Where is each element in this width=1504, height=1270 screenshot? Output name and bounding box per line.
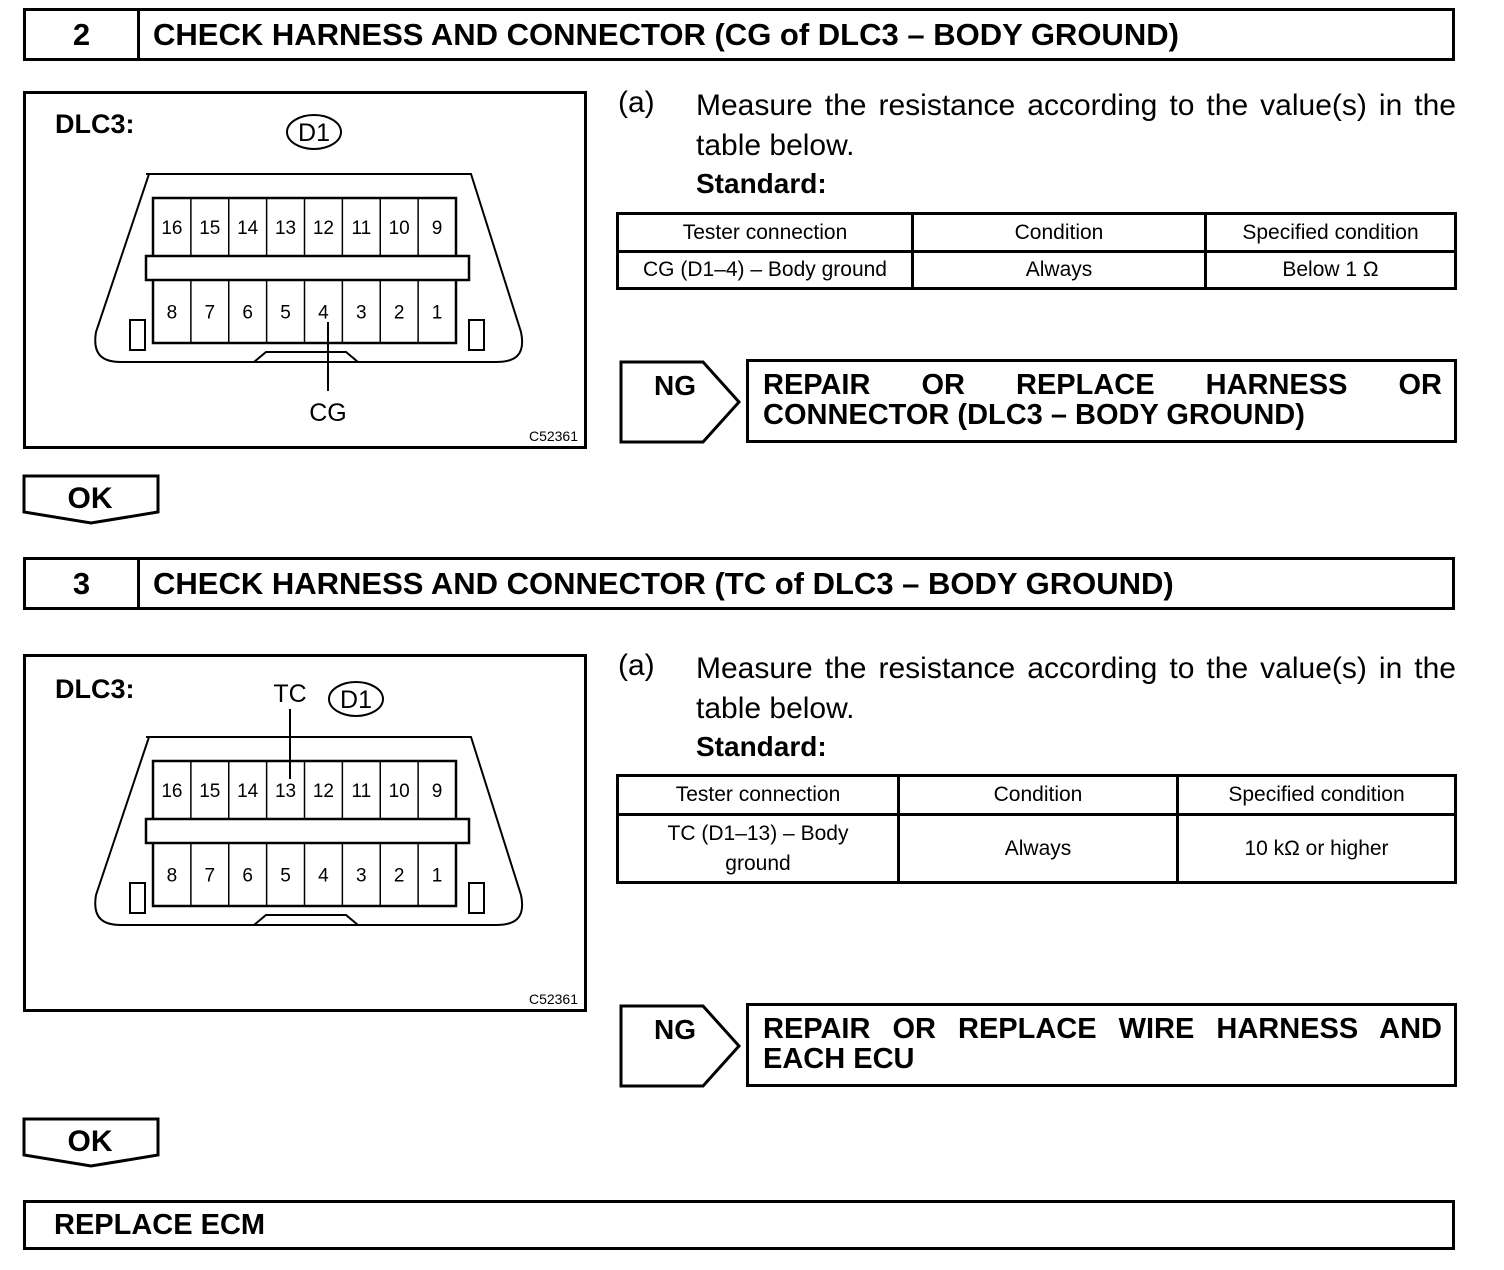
pin-number: 6 <box>242 302 253 324</box>
ng-label: NG <box>654 1014 696 1045</box>
instruction-marker: (a) <box>618 86 655 119</box>
pin-number: 3 <box>356 865 367 887</box>
pin-number: 15 <box>199 781 221 802</box>
pin-number: 8 <box>166 865 178 887</box>
figure-label: DLC3: <box>55 109 135 139</box>
pin-number: 2 <box>393 302 405 324</box>
spec-table <box>616 212 1457 290</box>
pin-number: 4 <box>318 302 329 324</box>
dlc3-connector-diagram <box>26 657 584 1009</box>
pin-number: 1 <box>431 865 443 887</box>
pin-number: 3 <box>356 302 367 324</box>
standard-label: Standard: <box>696 731 827 762</box>
pin-number: 16 <box>161 218 183 239</box>
ok-label: OK <box>67 482 113 515</box>
ng-arrow <box>618 359 744 445</box>
latch-right <box>469 320 484 350</box>
pin-number: 6 <box>242 865 253 887</box>
dlc3-connector-figure <box>23 91 587 449</box>
pin-number: 4 <box>318 865 329 887</box>
table-cell: Always <box>899 815 1178 883</box>
step-number: 2 <box>26 11 140 58</box>
table-header: Specified condition <box>1178 776 1456 815</box>
table-cell: CG (D1–4) – Body ground <box>618 252 913 289</box>
table-header: Tester connection <box>618 214 913 252</box>
pin-number: 2 <box>393 865 405 887</box>
figure-label: DLC3: <box>55 674 135 704</box>
latch-right <box>469 883 484 913</box>
pin-number: 10 <box>388 218 410 239</box>
terminal-label-tc: TC <box>273 680 307 708</box>
instruction-text: Measure the resistance according to the value(s) in the table below. <box>696 89 1456 162</box>
pin-number: 8 <box>166 302 178 324</box>
terminal-label-cg: CG <box>309 399 347 427</box>
figure-code: C52361 <box>528 991 578 1007</box>
step-title: CHECK HARNESS AND CONNECTOR (TC of DLC3 – BODY GROUND) <box>153 565 1174 601</box>
dlc3-connector-diagram <box>26 94 584 446</box>
dlc3-connector-figure <box>23 654 587 1012</box>
ok-arrow <box>22 1117 162 1169</box>
table-header: Condition <box>913 214 1206 252</box>
latch-left <box>130 320 145 350</box>
ng-action-box: REPAIR OR REPLACE HARNESS OR CONNECTOR (DLC3 – BODY GROUND) <box>746 359 1457 443</box>
step-title: CHECK HARNESS AND CONNECTOR (CG of DLC3 – BODY GROUND) <box>153 16 1179 52</box>
ng-arrow <box>618 1003 744 1089</box>
pin-number: 9 <box>431 781 443 802</box>
figure-code: C52361 <box>528 428 578 444</box>
center-key <box>146 819 469 843</box>
ok-arrow <box>22 474 162 526</box>
pin-number: 14 <box>237 781 259 802</box>
standard-label: Standard: <box>696 168 827 199</box>
ng-action-box: REPAIR OR REPLACE WIRE HARNESS AND EACH ECU <box>746 1003 1457 1087</box>
pin-number: 9 <box>431 218 443 239</box>
pin-number: 15 <box>199 218 221 239</box>
spec-table <box>616 774 1457 884</box>
table-header: Tester connection <box>618 776 899 815</box>
instruction-marker: (a) <box>618 649 655 682</box>
pin-number: 16 <box>161 781 183 802</box>
pin-number: 5 <box>280 865 291 887</box>
center-key <box>146 256 469 280</box>
pin-number: 14 <box>237 218 259 239</box>
table-cell: 10 kΩ or higher <box>1178 815 1456 883</box>
table-cell: Below 1 Ω <box>1206 252 1456 289</box>
table-cell: TC (D1–13) – Body ground <box>618 815 899 883</box>
table-header: Condition <box>899 776 1178 815</box>
pin-number: 13 <box>274 781 297 802</box>
connector-id: D1 <box>298 119 330 147</box>
pin-number: 11 <box>351 218 372 239</box>
pin-number: 12 <box>312 781 335 802</box>
step-2-header <box>23 8 1455 61</box>
latch-left <box>130 883 145 913</box>
table-header: Specified condition <box>1206 214 1456 252</box>
pin-number: 7 <box>204 302 216 324</box>
ok-label: OK <box>67 1125 113 1158</box>
final-action-box: REPLACE ECM <box>23 1200 1455 1250</box>
pin-number: 7 <box>204 865 216 887</box>
connector-id: D1 <box>340 686 372 714</box>
pin-number: 1 <box>431 302 443 324</box>
pin-number: 10 <box>388 781 410 802</box>
step-3-header <box>23 557 1455 610</box>
pin-number: 13 <box>274 218 297 239</box>
pin-number: 12 <box>312 218 335 239</box>
ng-label: NG <box>654 370 696 401</box>
pin-number: 11 <box>351 781 372 802</box>
instruction-text: Measure the resistance according to the value(s) in the table below. <box>696 652 1456 725</box>
table-cell: Always <box>913 252 1206 289</box>
step-number: 3 <box>26 560 140 607</box>
pin-number: 5 <box>280 302 291 324</box>
